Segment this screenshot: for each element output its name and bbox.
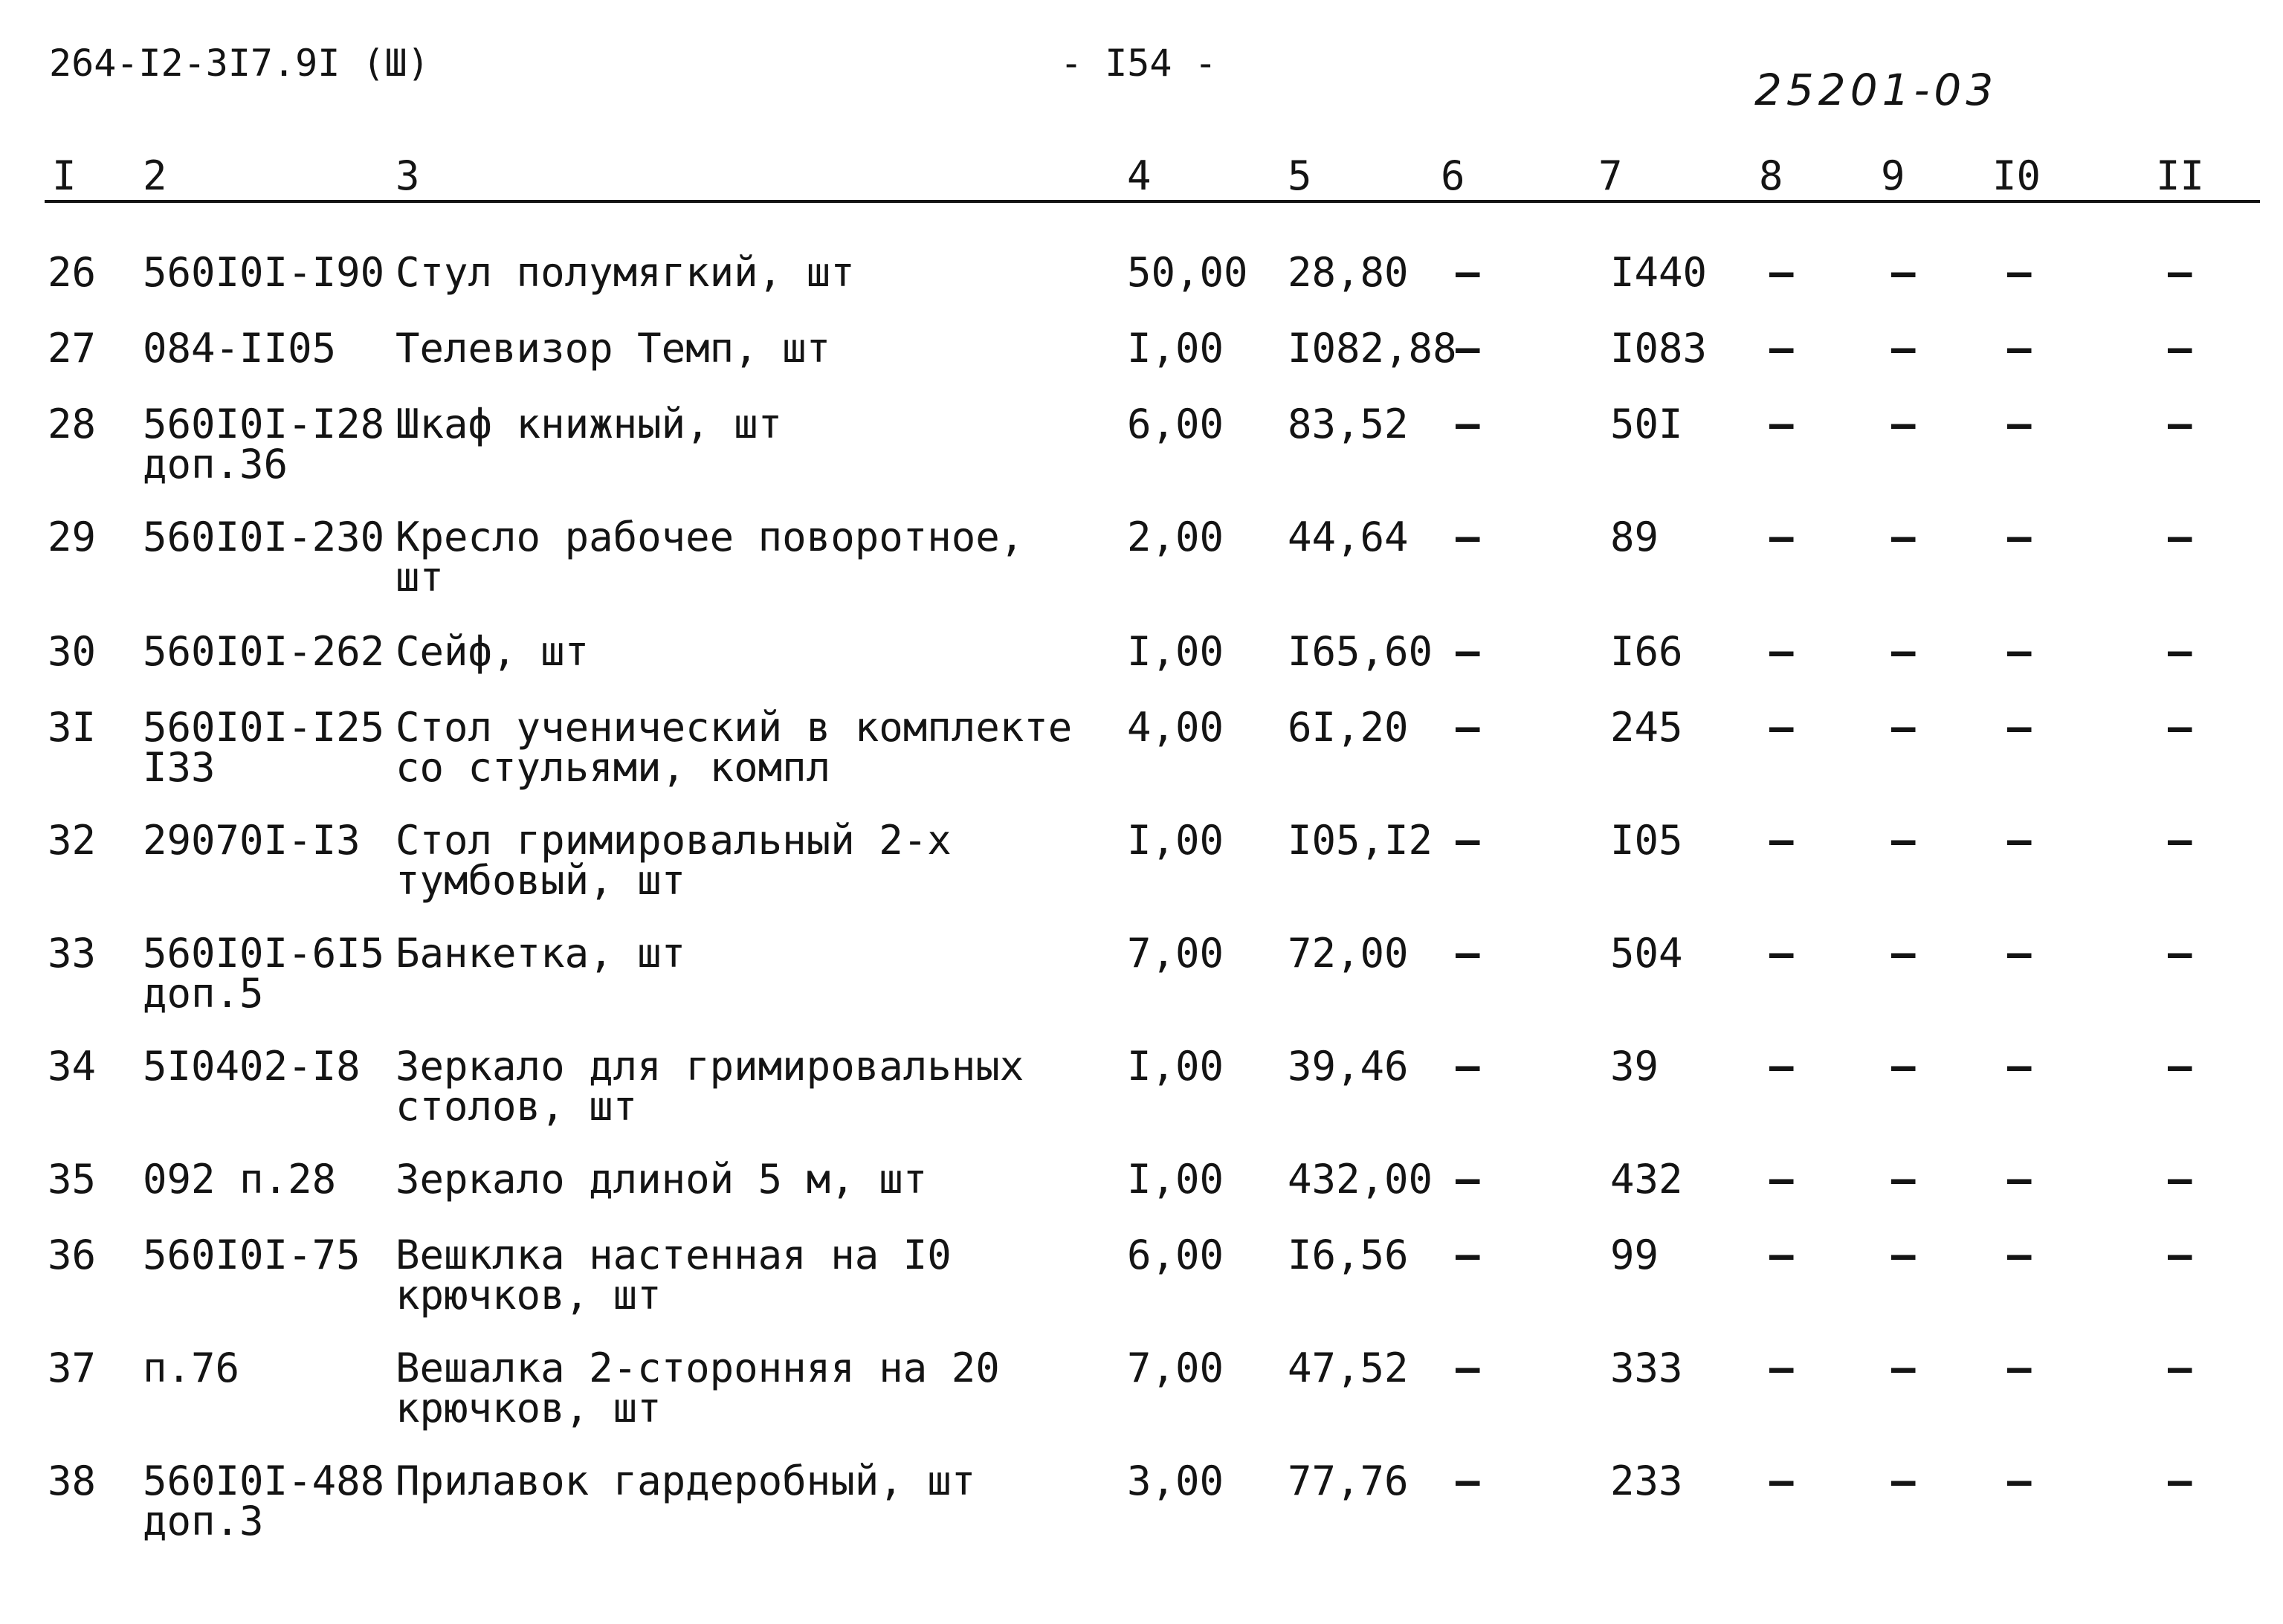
column-11-value: – [2168,1232,2192,1278]
inventory-stamp: 25201-03 [1754,65,1998,115]
column-10-value: – [2007,930,2032,977]
column-11-value: – [2168,930,2192,977]
column-9-value: – [1891,1232,1916,1278]
item-name: Шкаф книжный, шт [395,401,783,447]
item-name: Вешалка 2-сторонняя на 20 [395,1345,1000,1391]
row-number: 34 [48,1043,97,1090]
item-name-continued: со стульями, компл [395,744,831,791]
column-10-value: – [2007,1232,2032,1278]
unit-price: 39,46 [1288,1043,1409,1090]
column-10-value: – [2007,1458,2032,1504]
row-number: 32 [48,817,97,864]
item-code: 560I0I-75 [143,1232,361,1278]
item-code: 084-II05 [143,325,337,372]
row-number: 36 [48,1232,97,1278]
column-8-value: – [1769,1156,1794,1203]
quantity: I,00 [1127,817,1224,864]
item-code: 560I0I-488 [143,1458,385,1504]
column-header: 8 [1759,152,1783,199]
column-11-value: – [2168,401,2192,447]
column-9-value: – [1891,817,1916,864]
column-6-value: – [1456,249,1480,296]
column-9-value: – [1891,1458,1916,1504]
total-value: 50I [1610,401,1683,447]
item-code: п.76 [143,1345,240,1391]
column-6-value: – [1456,1458,1480,1504]
column-11-value: – [2168,1458,2192,1504]
quantity: 4,00 [1127,704,1224,751]
column-header: I [52,152,77,199]
row-number: 38 [48,1458,97,1504]
row-number: 35 [48,1156,97,1203]
column-8-value: – [1769,1345,1794,1391]
quantity: I,00 [1127,628,1224,675]
item-code: 560I0I-I25 [143,704,385,751]
column-header: I0 [1992,152,2041,199]
column-9-value: – [1891,628,1916,675]
column-8-value: – [1769,628,1794,675]
column-6-value: – [1456,1043,1480,1090]
column-6-value: – [1456,401,1480,447]
total-value: 39 [1610,1043,1659,1090]
column-6-value: – [1456,628,1480,675]
column-9-value: – [1891,930,1916,977]
item-name-continued: шт [395,554,445,601]
column-header: 7 [1598,152,1623,199]
item-code-extra: доп.3 [143,1498,264,1544]
unit-price: 72,00 [1288,930,1409,977]
column-11-value: – [2168,1156,2192,1203]
unit-price: 6I,20 [1288,704,1409,751]
column-8-value: – [1769,1458,1794,1504]
item-code-extra: I33 [143,744,216,791]
row-number: 33 [48,930,97,977]
item-code: 560I0I-230 [143,514,385,560]
quantity: 7,00 [1127,930,1224,977]
column-10-value: – [2007,1043,2032,1090]
column-header: 4 [1127,152,1152,199]
column-11-value: – [2168,817,2192,864]
column-header: 6 [1441,152,1465,199]
column-header: 5 [1288,152,1312,199]
column-9-value: – [1891,1043,1916,1090]
column-header: II [2156,152,2205,199]
column-9-value: – [1891,1345,1916,1391]
column-header: 9 [1881,152,1905,199]
column-8-value: – [1769,704,1794,751]
item-name: Банкетка, шт [395,930,686,977]
column-8-value: – [1769,930,1794,977]
total-value: 504 [1610,930,1683,977]
total-value: 432 [1610,1156,1683,1203]
column-8-value: – [1769,249,1794,296]
unit-price: 83,52 [1288,401,1409,447]
column-9-value: – [1891,704,1916,751]
total-value: I66 [1610,628,1683,675]
quantity: 6,00 [1127,1232,1224,1278]
column-11-value: – [2168,628,2192,675]
column-10-value: – [2007,817,2032,864]
column-9-value: – [1891,1156,1916,1203]
unit-price: I6,56 [1288,1232,1409,1278]
item-code-extra: доп.36 [143,441,288,488]
item-name-continued: тумбовый, шт [395,857,686,904]
row-number: 28 [48,401,97,447]
column-11-value: – [2168,1345,2192,1391]
item-name: Телевизор Темп, шт [395,325,831,372]
column-8-value: – [1769,1043,1794,1090]
column-10-value: – [2007,1345,2032,1391]
item-name: Стул полумягкий, шт [395,249,855,296]
unit-price: I05,I2 [1288,817,1433,864]
column-6-value: – [1456,514,1480,560]
total-value: 99 [1610,1232,1659,1278]
column-6-value: – [1456,1156,1480,1203]
item-name: Стол гримировальный 2-х [395,817,952,864]
column-6-value: – [1456,930,1480,977]
total-value: 233 [1610,1458,1683,1504]
page-number: - I54 - [1060,42,1217,85]
quantity: 2,00 [1127,514,1224,560]
quantity: 3,00 [1127,1458,1224,1504]
item-code: 5I0402-I8 [143,1043,361,1090]
item-name: Вешклка настенная на I0 [395,1232,952,1278]
header-rule [45,200,2260,203]
unit-price: 77,76 [1288,1458,1409,1504]
item-code: 560I0I-I28 [143,401,385,447]
item-name: Кресло рабочее поворотное, [395,514,1024,560]
item-name: Сейф, шт [395,628,590,675]
row-number: 29 [48,514,97,560]
quantity: 7,00 [1127,1345,1224,1391]
row-number: 30 [48,628,97,675]
column-9-value: – [1891,249,1916,296]
item-code: 29070I-I3 [143,817,361,864]
column-6-value: – [1456,325,1480,372]
item-code: 560I0I-6I5 [143,930,385,977]
column-11-value: – [2168,704,2192,751]
item-code: 560I0I-I90 [143,249,385,296]
quantity: I,00 [1127,1043,1224,1090]
column-9-value: – [1891,514,1916,560]
item-code: 092 п.28 [143,1156,337,1203]
column-10-value: – [2007,514,2032,560]
item-name-continued: столов, шт [395,1083,638,1130]
total-value: 333 [1610,1345,1683,1391]
item-name: Зеркало для гримировальных [395,1043,1024,1090]
total-value: I083 [1610,325,1708,372]
total-value: I05 [1610,817,1683,864]
unit-price: I65,60 [1288,628,1433,675]
item-code-extra: доп.5 [143,970,264,1017]
item-name: Стол ученический в комплекте [395,704,1073,751]
item-code: 560I0I-262 [143,628,385,675]
column-11-value: – [2168,325,2192,372]
column-6-value: – [1456,1345,1480,1391]
document-code: 264-I2-3I7.9I (Ш) [49,42,430,85]
quantity: I,00 [1127,325,1224,372]
column-9-value: – [1891,325,1916,372]
row-number: 37 [48,1345,97,1391]
item-name-continued: крючков, шт [395,1385,662,1431]
total-value: 245 [1610,704,1683,751]
row-number: 27 [48,325,97,372]
column-6-value: – [1456,817,1480,864]
column-header: 3 [395,152,420,199]
column-10-value: – [2007,628,2032,675]
column-8-value: – [1769,817,1794,864]
unit-price: 432,00 [1288,1156,1433,1203]
quantity: 50,00 [1127,249,1248,296]
quantity: 6,00 [1127,401,1224,447]
unit-price: 44,64 [1288,514,1409,560]
item-name: Прилавок гардеробный, шт [395,1458,976,1504]
column-8-value: – [1769,1232,1794,1278]
column-9-value: – [1891,401,1916,447]
column-11-value: – [2168,1043,2192,1090]
unit-price: 28,80 [1288,249,1409,296]
column-10-value: – [2007,401,2032,447]
quantity: I,00 [1127,1156,1224,1203]
total-value: 89 [1610,514,1659,560]
column-8-value: – [1769,325,1794,372]
column-10-value: – [2007,325,2032,372]
item-name: Зеркало длиной 5 м, шт [395,1156,928,1203]
unit-price: I082,88 [1288,325,1457,372]
column-header: 2 [143,152,167,199]
total-value: I440 [1610,249,1708,296]
column-11-value: – [2168,514,2192,560]
column-8-value: – [1769,401,1794,447]
column-10-value: – [2007,704,2032,751]
column-10-value: – [2007,1156,2032,1203]
row-number: 3I [48,704,97,751]
unit-price: 47,52 [1288,1345,1409,1391]
column-6-value: – [1456,1232,1480,1278]
row-number: 26 [48,249,97,296]
column-8-value: – [1769,514,1794,560]
column-10-value: – [2007,249,2032,296]
column-11-value: – [2168,249,2192,296]
column-6-value: – [1456,704,1480,751]
item-name-continued: крючков, шт [395,1272,662,1319]
